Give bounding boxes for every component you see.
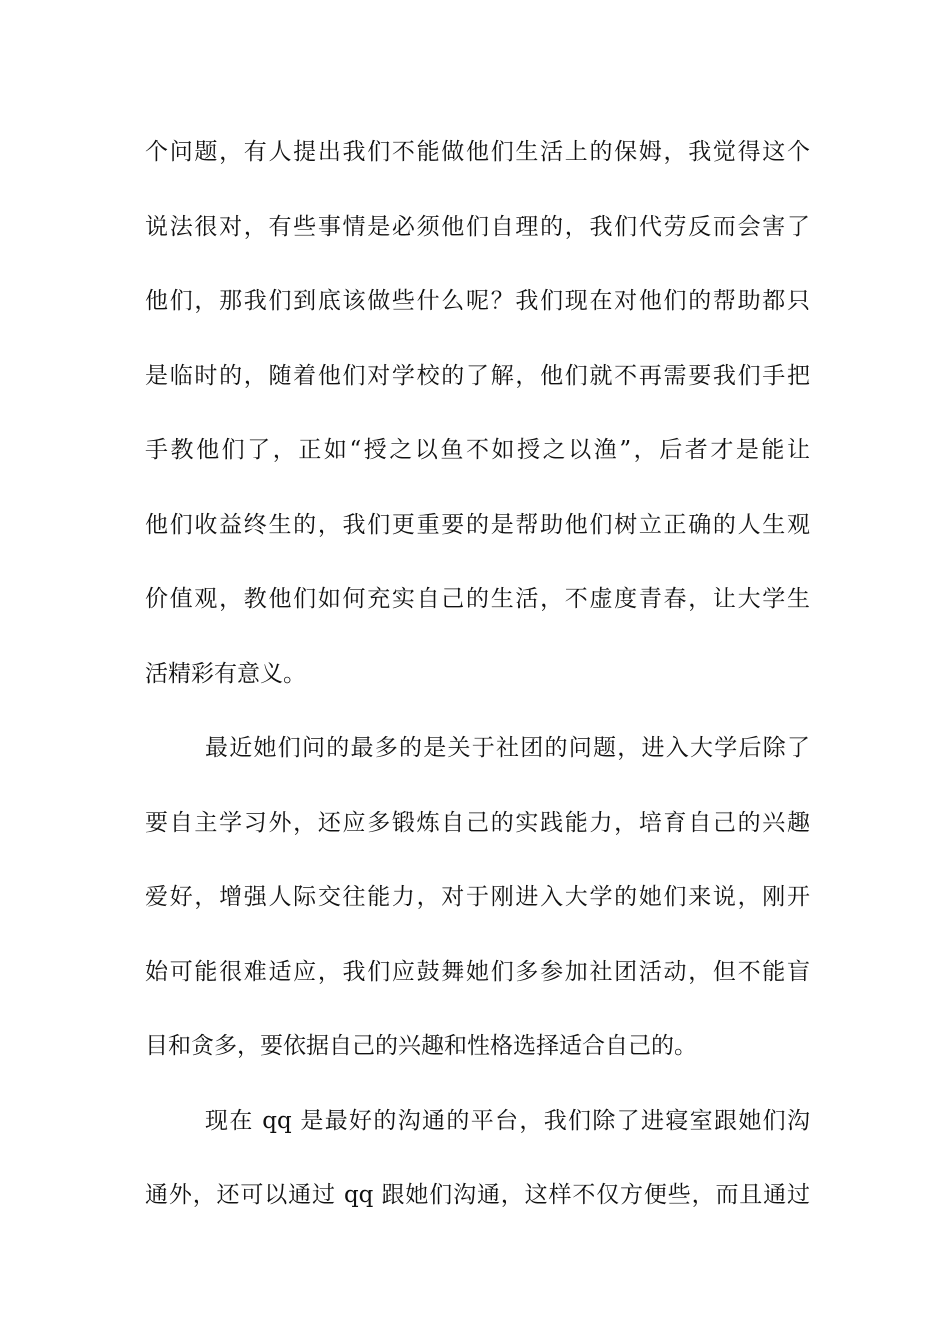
text-line-3: 他们，那我们到底该做些什么呢？我们现在对他们的帮助都只: [145, 288, 810, 314]
text-line-1: 个问题，有人提出我们不能做他们生活上的保姆，我觉得这个: [145, 139, 810, 165]
text-line-12: 始可能很难适应，我们应鼓舞她们多参加社团活动，但不能盲: [145, 959, 810, 985]
text-line-5: 手教他们了，正如“授之以鱼不如授之以渔”，后者才是能让: [145, 437, 810, 463]
text-line-13: 目和贪多，要依据自己的兴趣和性格选择适合自己的。: [145, 1033, 697, 1059]
text-line-11: 爱好，增强人际交往能力，对于刚进入大学的她们来说，刚开: [145, 884, 810, 910]
text-line-7: 价值观，教他们如何充实自己的生活，不虚度青春，让大学生: [145, 586, 810, 612]
text-line-4: 是临时的，随着他们对学校的了解，他们就不再需要我们手把: [145, 363, 810, 389]
text-line-2: 说法很对，有些事情是必须他们自理的，我们代劳反而会害了: [145, 214, 810, 240]
text-line-9: 最近她们问的最多的是关于社团的问题，进入大学后除了: [205, 735, 810, 761]
text-line-15: 通外，还可以通过 qq 跟她们沟通，这样不仅方便些，而且通过: [145, 1182, 810, 1208]
text-line-8: 活精彩有意义。: [145, 661, 306, 687]
text-line-10: 要自主学习外，还应多锻炼自己的实践能力，培育自己的兴趣: [145, 810, 810, 836]
text-line-6: 他们收益终生的，我们更重要的是帮助他们树立正确的人生观: [145, 512, 810, 538]
text-line-14: 现在 qq 是最好的沟通的平台，我们除了进寝室跟她们沟: [205, 1108, 810, 1134]
